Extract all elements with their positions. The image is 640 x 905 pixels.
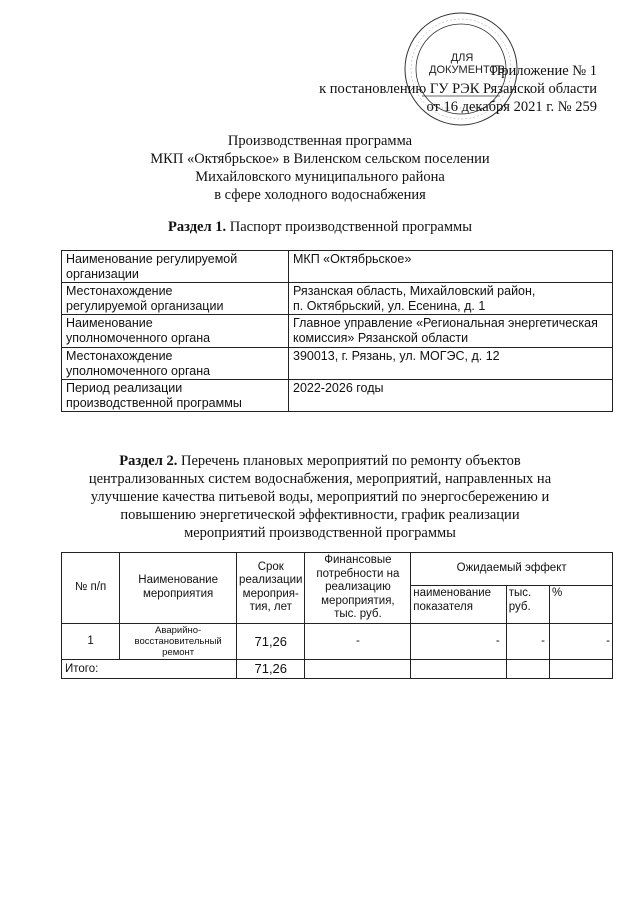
col-effect-header: Ожидаемый эффект <box>411 553 613 586</box>
passport-value: Главное управление «Региональная энергетическая комиссия» Рязанской области <box>289 315 613 348</box>
passport-row <box>62 348 613 380</box>
row-rub: - <box>506 623 549 659</box>
passport-value: 390013, г. Рязань, ул. МОГЭС, д. 12 <box>289 348 613 380</box>
col-name-header: Наименование мероприятия <box>120 553 237 624</box>
section-2-line-2: централизованных систем водоснабжения, мероприятий, направленных на <box>88 471 552 487</box>
measures-table <box>61 552 613 679</box>
total-label: Итого: <box>62 659 237 678</box>
section-1-heading <box>40 218 600 236</box>
col-term-header: Срок реализации мероприя- тия, лет <box>237 553 305 624</box>
passport-value: Рязанская область, Михайловский район, п. Октябрьский, ул. Есенина, д. 1 <box>289 283 613 315</box>
appendix-number: Приложение № 1 <box>490 63 597 79</box>
stamp-text <box>429 52 506 76</box>
col-indicator-header: наименование показателя <box>411 586 506 623</box>
appendix-decree: к постановлению ГУ РЭК Рязанской области <box>319 81 597 97</box>
col-pct-header: % <box>550 586 613 623</box>
passport-key: Период реализации производственной программы <box>62 380 289 412</box>
passport-key: Местонахождение регулируемой организации <box>62 283 289 315</box>
table-row <box>62 623 613 659</box>
section-1-text: Паспорт производственной программы <box>229 219 472 235</box>
passport-row <box>62 251 613 283</box>
row-indicator: - <box>411 623 506 659</box>
row-name: Аварийно- восстановительный ремонт <box>120 623 237 659</box>
passport-table <box>61 250 613 412</box>
section-2-label: Раздел 2. <box>119 453 178 469</box>
stamp-line-1: ДЛЯ <box>450 52 474 64</box>
page-title <box>40 132 600 204</box>
section-1-label: Раздел 1. <box>168 219 227 235</box>
passport-value: МКП «Октябрьское» <box>289 251 613 283</box>
title-line-4: в сфере холодного водоснабжения <box>214 187 426 203</box>
row-term: 71,26 <box>237 623 305 659</box>
section-2-line-3: улучшение качества питьевой воды, мероприятий по энергосбережению и <box>90 489 550 505</box>
section-2-line-5: мероприятий производственной программы <box>184 525 456 541</box>
title-line-1: Производственная программа <box>227 133 413 149</box>
section-2-line-1: Перечень плановых мероприятий по ремонту объектов <box>180 453 521 469</box>
section-2-heading <box>40 452 600 542</box>
col-rub-header: тыс. руб. <box>506 586 549 623</box>
passport-key: Наименование регулируемой организации <box>62 251 289 283</box>
appendix-date: от 16 декабря 2021 г. № 259 <box>426 99 597 115</box>
passport-key: Местонахождение уполномоченного органа <box>62 348 289 380</box>
passport-row <box>62 315 613 348</box>
passport-row <box>62 283 613 315</box>
row-num: 1 <box>62 623 120 659</box>
row-finance: - <box>305 623 411 659</box>
col-finance-header: Финансовые потребности на реализацию мероприятия, тыс. руб. <box>305 553 411 624</box>
total-term: 71,26 <box>237 659 305 678</box>
title-line-2: МКП «Октябрьское» в Виленском сельском поселении <box>150 151 490 167</box>
passport-value: 2022-2026 годы <box>289 380 613 412</box>
row-pct: - <box>550 623 613 659</box>
title-line-3: Михайловского муниципального района <box>195 169 445 185</box>
section-2-line-4: повышению энергетической эффективности, график реализации <box>120 507 520 523</box>
passport-key: Наименование уполномоченного органа <box>62 315 289 348</box>
passport-row <box>62 380 613 412</box>
stamp-line-2: ДОКУМЕНТОВ <box>429 64 506 76</box>
col-num-header: № п/п <box>62 553 120 624</box>
total-row <box>62 659 613 678</box>
